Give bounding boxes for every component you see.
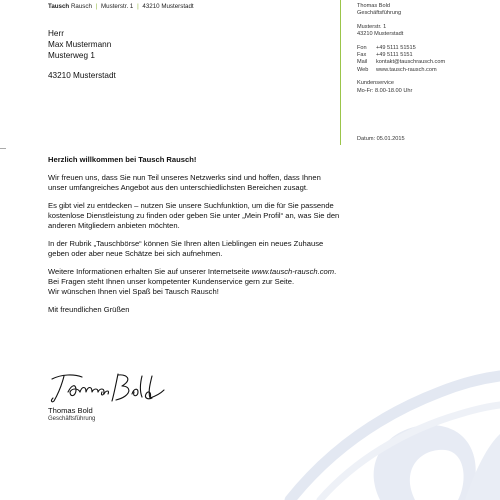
sender-brand-suffix: Rausch [70,3,92,10]
info-street: Musterstr. 1 [357,23,387,30]
separator: | [137,3,139,10]
recipient-street: Musterweg 1 [48,51,95,60]
sender-street: Musterstr. 1 [101,3,134,10]
paragraph-2: Es gibt viel zu entdecken – nutzen Sie unsere Suchfunktion, um die für Sie passende kostenlose Dienstleistung zu finden oder geben Sie unter „Mein Profil“ an, was Sie den anderen Mitgliedern anbieten möchten. [48,201,340,230]
fold-mark [0,148,6,149]
closing: Mit freundlichen Grüßen [48,305,130,315]
info-service-hours: Mo-Fr: 8.00-18.00 Uhr [357,87,413,94]
info-mail-row: Mail kontakt@tauschrausch.com [357,59,446,66]
decorative-swirl [260,330,500,500]
info-service-label: Kundenservice [357,80,395,87]
info-name: Thomas Bold [357,3,390,9]
handwritten-signature [48,370,168,404]
info-mail: kontakt@tauschrausch.com [376,59,446,66]
signature-title: Geschäftsführung [48,416,96,422]
info-fon-row: Fon +49 5111 51515 [357,44,416,51]
sender-city: 43210 Musterstadt [142,3,194,10]
paragraph-4-wish: Wir wünschen Ihnen viel Spaß bei Tausch Rausch! [48,286,219,296]
paragraph-4-text: . Bei Fragen steht Ihnen unser kompetenter Kundenservice gern zur Seite. [48,267,337,287]
recipient-address [48,28,116,81]
info-city: 43210 Musterstadt [357,31,404,38]
separator: | [95,3,98,10]
paragraph-4 [48,267,340,296]
paragraph-1: Wir freuen uns, dass Sie nun Teil unseres Netzwerks sind und hoffen, dass Ihnen unser umfangreiches Angebot aus den unterschiedlichsten Bereichen zusagt. [48,173,321,193]
recipient-salutation: Herr [48,29,64,38]
letter-headline: Herzlich willkommen bei Tausch Rausch! [48,155,197,164]
info-fax-row: Fax +49 5111 5151 [357,52,413,59]
info-role: Geschäftsführung [357,10,402,17]
info-web-row: Web www.tausch-rausch.com [357,66,437,73]
website-link: www.tausch-rausch.com [251,267,335,277]
paragraph-4-intro: Weitere Informationen erhalten Sie auf unserer Internetseite [48,267,250,277]
letter-body [48,155,340,324]
paragraph-3: In der Rubrik „Tauschbörse“ können Sie Ihren alten Lieblingen ein neues Zuhause geben oder aber neue Schätze bei sich aufnehmen. [48,239,324,259]
info-fax: +49 5111 5151 [376,52,413,59]
info-web: www.tausch-rausch.com [376,66,437,73]
sender-line [48,3,194,10]
sender-brand: Tausch [48,3,70,10]
recipient-name: Max Mustermann [48,40,112,49]
letter-date: Datum: 05.01.2015 [357,136,405,142]
recipient-city: 43210 Musterstadt [48,71,116,80]
info-column [340,0,500,145]
signature-name: Thomas Bold [48,406,93,415]
info-fon: +49 5111 51515 [376,44,416,51]
